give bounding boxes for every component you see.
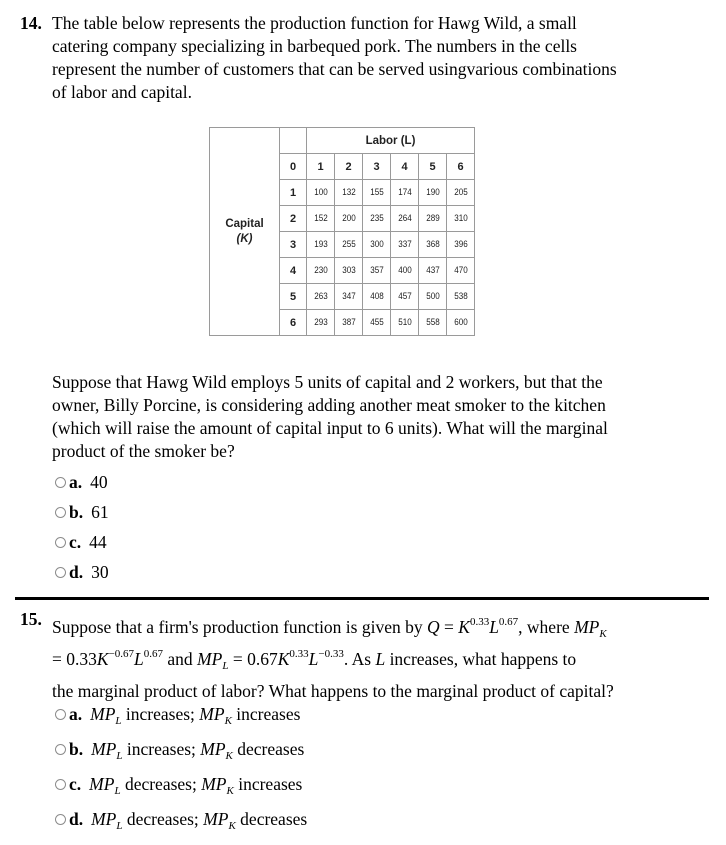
math-var: L xyxy=(489,617,499,637)
labor-col-header: 1 xyxy=(307,154,335,180)
math-var: MP xyxy=(201,774,227,794)
capital-symbol: (K) xyxy=(236,232,253,245)
prompt-line: (which will raise the amount of capital input to 6 units). What will the marginal xyxy=(52,418,608,438)
capital-row-header: 6 xyxy=(280,310,307,336)
math-var: MP xyxy=(199,704,225,724)
table-cell: 470 xyxy=(449,258,473,284)
prompt-line: Suppose that Hawg Wild employs 5 units of capital and 2 workers, but that the xyxy=(52,372,603,392)
labor-col-header: 5 xyxy=(419,154,447,180)
labor-col-header: 4 xyxy=(391,154,419,180)
option-text xyxy=(90,704,300,725)
question-number: 14. xyxy=(20,13,42,33)
capital-row-header: 1 xyxy=(280,180,307,206)
question-intro xyxy=(52,12,617,104)
q14-option-b[interactable] xyxy=(55,502,109,523)
table-cell: 347 xyxy=(337,284,361,310)
question-14-prompt xyxy=(52,371,608,463)
option-text xyxy=(89,774,302,795)
radio-button[interactable] xyxy=(55,709,66,720)
option-letter: b. xyxy=(69,502,84,522)
table-cell: 100 xyxy=(309,180,333,206)
question-number: 15. xyxy=(20,609,42,629)
capital-row-header: 4 xyxy=(280,258,307,284)
math-var: K xyxy=(277,649,290,669)
table-cell: 235 xyxy=(365,206,389,232)
prompt-line-1 xyxy=(52,611,614,643)
table-cell: 538 xyxy=(449,284,473,310)
text: increases; xyxy=(122,739,201,759)
text: = xyxy=(439,617,459,637)
option-letter: c. xyxy=(69,774,82,794)
labor-col-header: 2 xyxy=(335,154,363,180)
table-cell: 455 xyxy=(365,310,389,336)
option-text: 44 xyxy=(89,532,107,552)
q15-option-a[interactable] xyxy=(55,704,300,725)
math-var: MP xyxy=(89,774,115,794)
table-cell: 152 xyxy=(309,206,333,232)
subscript: L xyxy=(114,785,121,797)
math-var: MP xyxy=(91,809,117,829)
subscript: L xyxy=(116,750,123,762)
prompt-line: product of the smoker be? xyxy=(52,441,235,461)
capital-row-header: 5 xyxy=(280,284,307,310)
table-cell: 500 xyxy=(421,284,445,310)
text: increases; xyxy=(121,704,200,724)
prompt-line-3: the marginal product of labor? What happens to the marginal product of capital? xyxy=(52,681,614,701)
table-cell: 303 xyxy=(337,258,361,284)
table-cell: 289 xyxy=(421,206,445,232)
q15-option-c[interactable] xyxy=(55,774,302,795)
subscript: K xyxy=(228,820,236,832)
text: decreases xyxy=(235,809,308,829)
table-cell: 396 xyxy=(449,232,473,258)
capital-row-header: 3 xyxy=(280,232,307,258)
q14-option-c[interactable] xyxy=(55,532,107,553)
table-cell: 200 xyxy=(337,206,361,232)
option-letter: d. xyxy=(69,809,84,829)
table-cell: 155 xyxy=(365,180,389,206)
option-letter: a. xyxy=(69,472,83,492)
table-cell: 255 xyxy=(337,232,361,258)
table-cell: 205 xyxy=(449,180,473,206)
exponent: 0.33 xyxy=(289,648,309,660)
q14-option-a[interactable] xyxy=(55,472,108,493)
text: and xyxy=(163,649,198,669)
subscript: K xyxy=(226,785,234,797)
math-var: K xyxy=(458,617,470,637)
labor-axis-label: Labor (L) xyxy=(307,128,475,154)
subscript: K xyxy=(225,750,233,762)
prompt-line-2 xyxy=(52,643,614,675)
intro-line: represent the number of customers that can be served usingvarious combinations xyxy=(52,59,617,79)
option-text: 61 xyxy=(91,502,109,522)
option-text xyxy=(91,809,307,830)
subscript: L xyxy=(116,820,123,832)
text: increases xyxy=(231,704,301,724)
table-cell: 510 xyxy=(393,310,417,336)
text: , where xyxy=(518,617,575,637)
table-cell: 337 xyxy=(393,232,417,258)
math-var: MP xyxy=(197,649,223,669)
table-cell: 558 xyxy=(421,310,445,336)
table-cell: 400 xyxy=(393,258,417,284)
header-blank xyxy=(280,128,307,154)
table-cell: 387 xyxy=(337,310,361,336)
table-cell: 437 xyxy=(421,258,445,284)
math-var: MP xyxy=(574,617,600,637)
option-letter: b. xyxy=(69,739,84,759)
radio-button[interactable] xyxy=(55,537,66,548)
intro-line: of labor and capital. xyxy=(52,82,192,102)
math-var: L xyxy=(134,649,144,669)
prompt-line: owner, Billy Porcine, is considering adding another meat smoker to the kitchen xyxy=(52,395,606,415)
math-var: MP xyxy=(90,704,116,724)
text: increases, what happens to xyxy=(385,649,577,669)
capital-axis-label xyxy=(210,128,280,336)
q14-option-d[interactable] xyxy=(55,562,109,583)
table-cell: 174 xyxy=(393,180,417,206)
text: = 0.67 xyxy=(228,649,278,669)
radio-button[interactable] xyxy=(55,477,66,488)
question-15-prompt xyxy=(52,611,614,707)
text: decreases; xyxy=(120,774,202,794)
table-cell: 132 xyxy=(337,180,361,206)
text: = 0.33 xyxy=(52,649,97,669)
production-table xyxy=(209,127,475,336)
radio-button[interactable] xyxy=(55,507,66,518)
option-letter: c. xyxy=(69,532,82,552)
q15-option-d[interactable] xyxy=(55,809,307,830)
table-cell: 190 xyxy=(421,180,445,206)
subscript: K xyxy=(224,715,232,727)
exponent: −0.67 xyxy=(108,648,135,660)
table-cell: 230 xyxy=(309,258,333,284)
table-cell: 193 xyxy=(309,232,333,258)
labor-col-header: 3 xyxy=(363,154,391,180)
table-cell: 357 xyxy=(365,258,389,284)
radio-button[interactable] xyxy=(55,567,66,578)
text: increases xyxy=(233,774,303,794)
text: Suppose that a firm's production function is given by xyxy=(52,617,427,637)
math-var: Q xyxy=(426,617,440,637)
option-text: 40 xyxy=(90,472,108,492)
radio-button[interactable] xyxy=(55,814,66,825)
math-var: K xyxy=(96,649,109,669)
option-text: 30 xyxy=(91,562,109,582)
exponent: 0.67 xyxy=(498,616,519,628)
intro-line: catering company specializing in barbequed pork. The numbers in the cells xyxy=(52,36,577,56)
table-cell: 310 xyxy=(449,206,473,232)
capital-row-header: 2 xyxy=(280,206,307,232)
math-var: MP xyxy=(200,739,226,759)
radio-button[interactable] xyxy=(55,744,66,755)
text: decreases xyxy=(232,739,305,759)
text: decreases; xyxy=(122,809,204,829)
corner-cell: 0 xyxy=(280,154,307,180)
table-cell: 300 xyxy=(365,232,389,258)
text: . As xyxy=(343,649,376,669)
radio-button[interactable] xyxy=(55,779,66,790)
question-divider xyxy=(15,597,709,600)
option-text xyxy=(91,739,304,760)
capital-label: Capital xyxy=(225,217,264,230)
math-var: MP xyxy=(203,809,229,829)
subscript: K xyxy=(599,628,607,640)
table-cell: 263 xyxy=(309,284,333,310)
intro-line: The table below represents the production function for Hawg Wild, a small xyxy=(52,13,577,33)
exponent: −0.33 xyxy=(318,648,344,660)
table-cell: 408 xyxy=(365,284,389,310)
table-cell: 368 xyxy=(421,232,445,258)
option-letter: a. xyxy=(69,704,83,724)
table-cell: 293 xyxy=(309,310,333,336)
math-var: L xyxy=(308,649,319,669)
exponent: 0.67 xyxy=(143,648,164,660)
table-cell: 457 xyxy=(393,284,417,310)
q15-option-b[interactable] xyxy=(55,739,304,760)
math-var: L xyxy=(375,649,386,669)
table-cell: 600 xyxy=(449,310,473,336)
math-var: MP xyxy=(91,739,117,759)
option-letter: d. xyxy=(69,562,84,582)
exponent: 0.33 xyxy=(469,616,490,628)
subscript: L xyxy=(222,660,229,672)
subscript: L xyxy=(115,715,122,727)
labor-col-header: 6 xyxy=(447,154,475,180)
table-cell: 264 xyxy=(393,206,417,232)
